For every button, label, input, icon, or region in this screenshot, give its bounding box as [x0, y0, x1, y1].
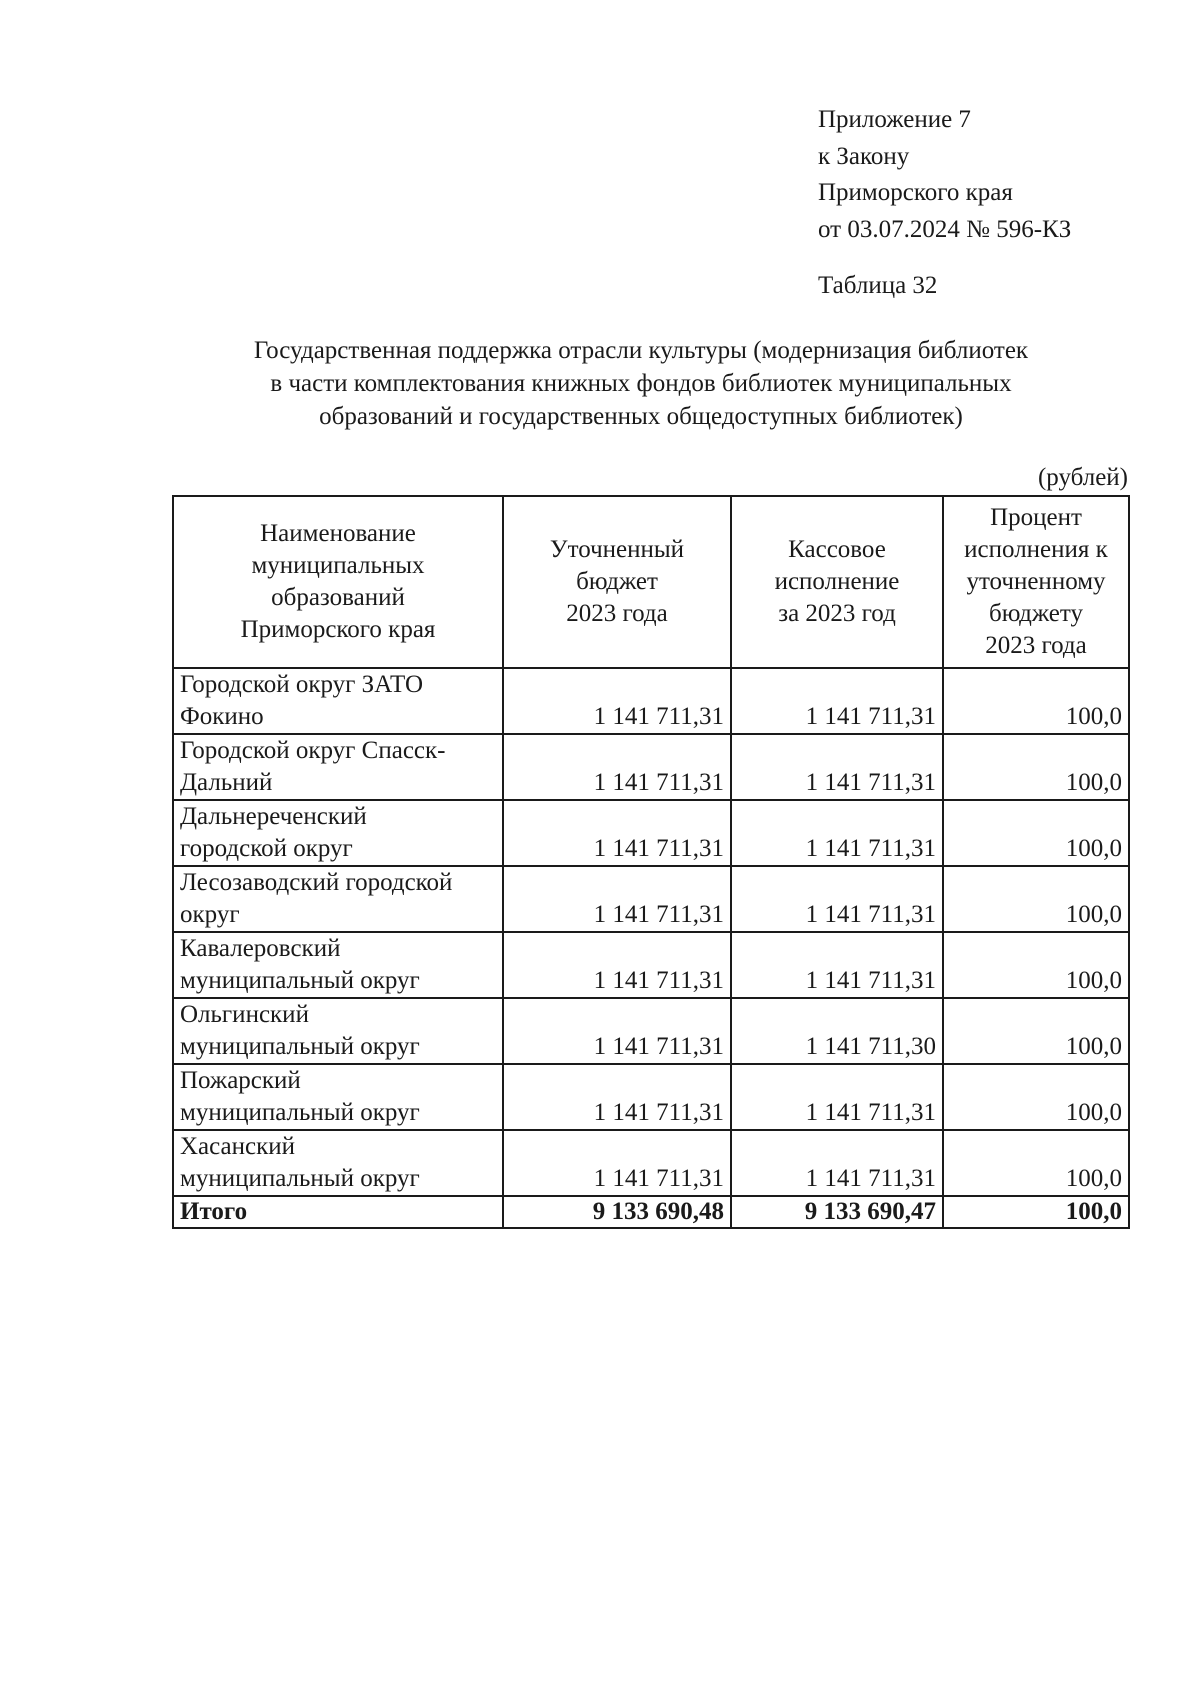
total-label: Итого [173, 1196, 503, 1228]
appendix-line: к Закону [818, 142, 910, 170]
name-line: Дальнереченский [180, 803, 367, 830]
table-row [173, 998, 1129, 1064]
percent-value: 100,0 [943, 734, 1129, 800]
header-percent [943, 496, 1129, 668]
header-line: за 2023 год [778, 600, 896, 627]
percent-value: 100,0 [943, 1130, 1129, 1196]
budget-value: 1 141 711,31 [503, 932, 731, 998]
execution-value: 1 141 711,31 [731, 866, 943, 932]
header-line: бюджету [989, 600, 1083, 627]
execution-value: 1 141 711,31 [731, 668, 943, 734]
units-label: (рублей) [1037, 464, 1128, 491]
table-row [173, 734, 1129, 800]
execution-value: 1 141 711,31 [731, 1130, 943, 1196]
appendix-line: Приложение 7 [818, 106, 971, 133]
funding-table [172, 495, 1130, 1229]
title-line: образований и государственных общедоступных библиотек) [319, 403, 963, 430]
table-row [173, 668, 1129, 734]
table-row [173, 1064, 1129, 1130]
name-line: городской округ [180, 835, 353, 862]
execution-value: 1 141 711,30 [731, 998, 943, 1064]
title-line: Государственная поддержка отрасли культуры (модернизация библиотек [253, 337, 1029, 364]
name-line: муниципальный округ [180, 1033, 420, 1060]
percent-value: 100,0 [943, 866, 1129, 932]
total-budget-value: 9 133 690,48 [503, 1196, 731, 1228]
name-line: Кавалеровский [180, 935, 341, 962]
execution-value: 1 141 711,31 [731, 932, 943, 998]
budget-value: 1 141 711,31 [503, 1064, 731, 1130]
header-execution [731, 496, 943, 668]
budget-value: 1 141 711,31 [503, 800, 731, 866]
table-number: Таблица 32 [818, 272, 938, 299]
header-line: 2023 года [566, 600, 668, 627]
header-line: исполнение [774, 568, 900, 595]
table-row [173, 800, 1129, 866]
percent-value: 100,0 [943, 800, 1129, 866]
budget-value: 1 141 711,31 [503, 668, 731, 734]
header-line: уточненному [966, 568, 1106, 595]
budget-value: 1 141 711,31 [503, 866, 731, 932]
appendix-line: от 03.07.2024 № 596-КЗ [818, 215, 1072, 243]
appendix-block [818, 102, 1071, 248]
budget-value: 1 141 711,31 [503, 734, 731, 800]
execution-value: 1 141 711,31 [731, 734, 943, 800]
municipality-name [173, 932, 503, 998]
table-row [173, 1130, 1129, 1196]
name-line: муниципальный округ [180, 1165, 420, 1192]
total-execution-value: 9 133 690,47 [731, 1196, 943, 1228]
name-line: Хасанский [180, 1133, 296, 1160]
name-line: Дальний [180, 769, 273, 796]
name-line: муниципальный округ [180, 1099, 420, 1126]
execution-value: 1 141 711,31 [731, 1064, 943, 1130]
name-line: Городской округ ЗАТО [180, 671, 424, 698]
name-line: округ [180, 901, 240, 928]
header-line: муниципальных [251, 552, 425, 579]
header-line: бюджет [576, 568, 658, 595]
name-line: Ольгинский [180, 1001, 309, 1028]
municipality-name [173, 734, 503, 800]
table-row [173, 866, 1129, 932]
header-line: исполнения к [964, 536, 1108, 563]
percent-value: 100,0 [943, 668, 1129, 734]
document-title [160, 334, 1122, 433]
name-line: муниципальный округ [180, 967, 420, 994]
municipality-name [173, 1130, 503, 1196]
name-line: Лесозаводский городской [180, 869, 453, 896]
percent-value: 100,0 [943, 932, 1129, 998]
municipality-name [173, 998, 503, 1064]
table-header-row [173, 496, 1129, 668]
budget-value: 1 141 711,31 [503, 998, 731, 1064]
budget-value: 1 141 711,31 [503, 1130, 731, 1196]
municipality-name [173, 866, 503, 932]
title-line: в части комплектования книжных фондов библиотек муниципальных [270, 370, 1012, 397]
municipality-name [173, 668, 503, 734]
municipality-name [173, 1064, 503, 1130]
header-line: 2023 года [985, 632, 1087, 659]
execution-value: 1 141 711,31 [731, 800, 943, 866]
header-line: Уточненный [549, 536, 685, 563]
percent-value: 100,0 [943, 1064, 1129, 1130]
total-percent-value: 100,0 [943, 1196, 1129, 1228]
percent-value: 100,0 [943, 998, 1129, 1064]
municipality-name [173, 800, 503, 866]
name-line: Фокино [180, 703, 264, 730]
name-line: Пожарский [180, 1067, 301, 1094]
table-row [173, 932, 1129, 998]
header-municipality [173, 496, 503, 668]
header-budget [503, 496, 731, 668]
table-total-row [173, 1196, 1129, 1228]
header-line: Кассовое [788, 536, 886, 563]
header-line: образований [271, 584, 405, 611]
header-line: Приморского края [240, 616, 436, 643]
name-line: Городской округ Спасск- [180, 737, 446, 764]
header-line: Наименование [260, 520, 416, 547]
header-line: Процент [990, 504, 1082, 531]
appendix-line: Приморского края [818, 179, 1013, 206]
